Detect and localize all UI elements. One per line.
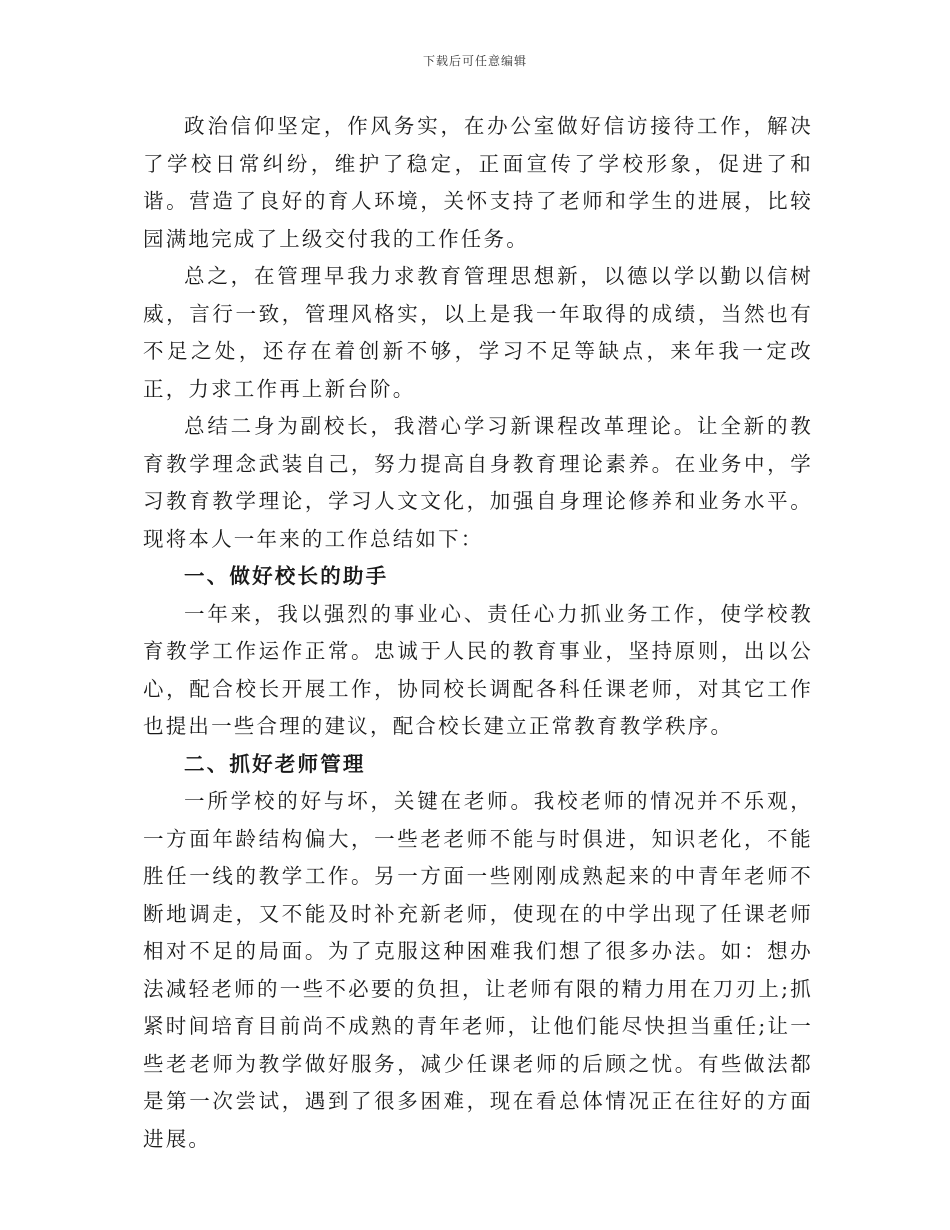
section-heading-2: 二、抓好老师管理 [184,751,366,776]
paragraph-1: 政治信仰坚定，作风务实，在办公室做好信访接待工作，解决了学校日常纠纷，维护了稳定，正面宣传了学校形象，促进了和谐。营造了良好的育人环境，关怀支持了老师和学生的进展，比较园满地完成了上级交付我的工作任务。 [143,114,813,251]
paragraph-3: 总结二身为副校长，我潜心学习新课程改革理论。让全新的教育教学理念武装自己，努力提高自身教育理论素养。在业务中，学习教育教学理论，学习人文文化，加强自身理论修养和业务水平。现将本人一年来的工作总结如下： [143,414,813,551]
paragraph-5: 一所学校的好与坏，关键在老师。我校老师的情况并不乐观，一方面年龄结构偏大，一些老老师不能与时俱进，知识老化，不能胜任一线的教学工作。另一方面一些刚刚成熟起来的中青年老师不断地调走，又不能及时补充新老师，使现在的中学出现了任课老师相对不足的局面。为了克服这种困难我们想了很多办法。如：想办法减轻老师的一些不必要的负担，让老师有限的精力用在刀刃上;抓紧时间培育目前尚不成熟的青年老师，让他们能尽快担当重任;让一些老老师为教学做好服务，减少任课老师的后顾之忧。有些做法都是第一次尝试，遇到了很多困难，现在看总体情况正在往好的方面进展。 [143,789,813,1151]
paragraph-4: 一年来，我以强烈的事业心、责任心力抓业务工作，使学校教育教学工作运作正常。忠诚于人民的教育事业，坚持原则，出以公心，配合校长开展工作，协同校长调配各科任课老师，对其它工作也提出一些合理的建议，配合校长建立正常教育教学秩序。 [143,601,813,738]
page-header-note: 下载后可任意编辑 [422,54,527,68]
paragraph-2: 总之，在管理早我力求教育管理思想新，以德以学以勤以信树威，言行一致，管理风格实，以上是我一年取得的成绩，当然也有不足之处，还存在着创新不够，学习不足等缺点，来年我一定改正，力求工作再上新台阶。 [143,264,813,401]
section-heading-1: 一、做好校长的助手 [184,564,389,588]
document-body [143,108,813,1158]
